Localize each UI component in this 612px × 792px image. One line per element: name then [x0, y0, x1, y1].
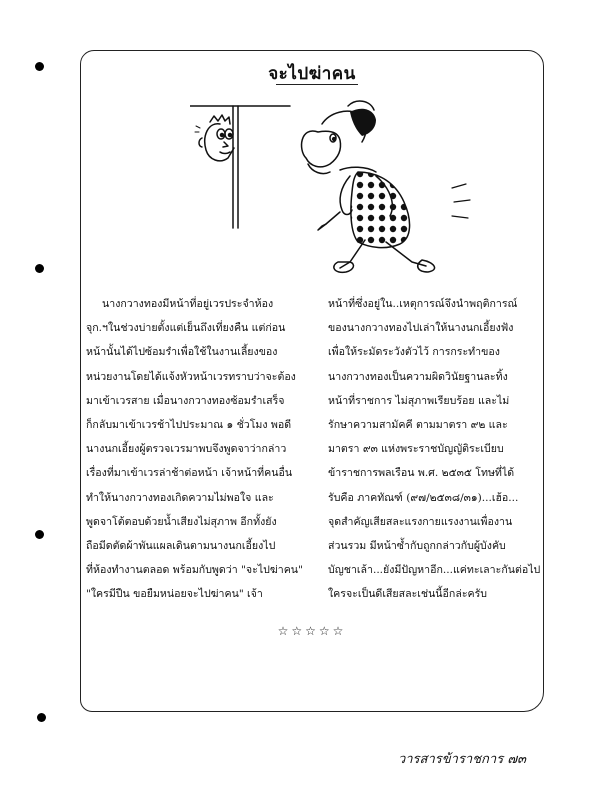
binder-hole-3	[35, 530, 44, 539]
left-column	[86, 292, 308, 607]
text-line: นางกวางทองมีหน้าที่อยู่เวรประจำห้อง	[102, 298, 274, 310]
text-line: รักษาความสามัคคี ตามมาตรา ๙๒ และ	[328, 419, 508, 432]
text-line: นางกวางทองเป็นความผิดวินัยฐานละทิ้ง	[328, 370, 508, 383]
text-line: มาตรา ๙๓ แห่งพระราชบัญญัติระเบียบ	[328, 443, 504, 456]
text-line: มาเข้าเวรสาย เมื่อนางกวางทองซ้อมรำเสร็จ	[86, 394, 285, 407]
text-line: ทำให้นางกวางทองเกิดความไม่พอใจ และ	[86, 491, 274, 504]
text-line: เรื่องที่มาเข้าเวรล่าช้าต่อหน้า เจ้าหน้าที่คนอื่น	[86, 467, 293, 480]
text-line: ข้าราชการพลเรือน พ.ศ. ๒๕๓๕ โทษที่ได้	[328, 467, 515, 480]
page-footer: วารสารข้าราชการ ๗๓	[397, 752, 526, 767]
binder-hole-2	[35, 264, 44, 273]
cartoon-illustration	[190, 92, 480, 282]
text-line: ก็กลับมาเข้าเวรช้าไปประมาณ ๑ ชั่วโมง พอดี	[86, 419, 292, 432]
text-line: หน้าที่ซึ่งอยู่ใน..เหตุการณ์จึงนำพฤติการณ์	[328, 298, 518, 310]
text-line: "ใครมีปืน ขอยืมหน่อยจะไปฆ่าคน" เจ้า	[86, 588, 263, 601]
right-column	[328, 292, 540, 607]
text-line: ส่วนรวม มีหน้าซ้ำกับถูกกล่าวกับผู้บังคับ	[328, 540, 506, 553]
binder-hole-1	[35, 62, 44, 71]
text-line: พูดจาโต้ตอบด้วยน้ำเสียงไม่สุภาพ อีกทั้งยัง	[86, 515, 277, 528]
text-line: จุดสำคัญเสียสละแรงกายแรงงานเพื่องาน	[328, 515, 513, 528]
text-line: จุก.ฯในช่วงบ่ายตั้งแต่เย็นถึงเที่ยงคืน แต่ก่อน	[86, 322, 286, 335]
text-line: บัญชาเล้า...ยังมีปัญหาอีก...แค่ทะเลาะกันต่อไป	[328, 564, 541, 577]
text-line: รับคือ ภาคทัณฑ์ (๙๗/๒๕๓๘/๓๑)...เฮ้อ...	[328, 491, 519, 504]
section-separator-stars: ☆☆☆☆☆	[277, 624, 347, 638]
page-title: จะไปฆ่าคน	[268, 64, 356, 84]
text-line: นางนกเอี้ยงผู้ตรวจเวรมาพบจึงพูดจาว่ากล่าว	[86, 443, 287, 456]
text-line: เพื่อให้ระมัดระวังตัวไว้ การกระทำของ	[328, 346, 500, 359]
text-line: ถือมีดตัดผ้าพันแผลเดินตามนางนกเอี้ยงไป	[86, 540, 276, 553]
binder-hole-4	[37, 713, 46, 722]
title-underline	[276, 84, 358, 85]
text-line: ที่ห้องทำงานตลอด พร้อมกับพูดว่า "จะไปฆ่าคน"	[86, 564, 303, 577]
text-line: หน่วยงานโดยได้แจ้งหัวหน้าเวรทราบว่าจะต้อง	[86, 370, 296, 383]
text-line: ใครจะเป็นดีเสียสละเช่นนี้อีกล่ะครับ	[328, 588, 488, 601]
text-line: หน้านั้นได้ไปซ้อมรำเพื่อใช้ในงานเลี้ยงของ	[86, 346, 278, 359]
text-line: หน้าที่ราชการ ไม่สุภาพเรียบร้อย และไม่	[328, 394, 510, 407]
text-line: ของนางกวางทองไปเล่าให้นางนกเอี้ยงฟัง	[328, 322, 514, 335]
